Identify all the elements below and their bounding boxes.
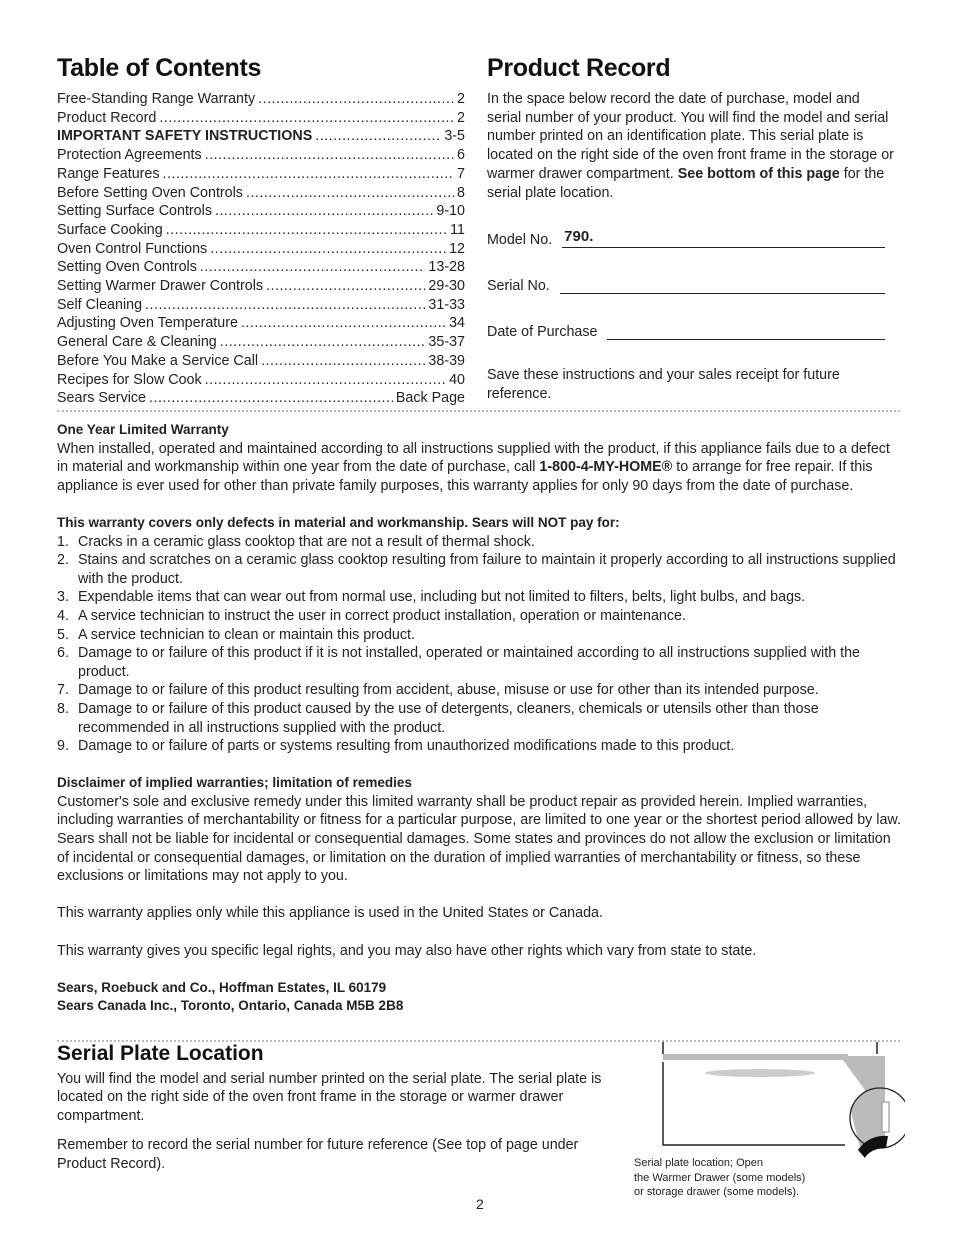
exclusion-text: Stains and scratches on a ceramic glass cooktop resulting from failure to maintain it properly according to all instructions supplied with the product. <box>78 552 896 587</box>
toc-item[interactable] <box>57 296 465 315</box>
serial-number-value[interactable] <box>560 276 885 294</box>
toc-item-label: Setting Surface Controls <box>57 203 212 220</box>
serial-plate-title: Serial Plate Location <box>57 1042 264 1065</box>
exclusion-text: Damage to or failure of this product resulting from accident, abuse, misuse or use for other than its intended purpose. <box>78 682 819 699</box>
toc-item-page: 9-10 <box>436 203 465 220</box>
exclusion-text: A service technician to clean or maintain this product. <box>78 626 415 643</box>
model-number-value[interactable]: 790. <box>562 230 885 248</box>
warranty-paragraph: When installed, operated and maintained according to all instructions supplied with the product, if this appliance fails due to a defect in material and workmanship within one year from the date of purchase, call 1-800-4-MY-HOME® to arrange for free repair. If this appliance is ever used for other than private family purposes, this warranty applies for only 90 days from the date of purchase. <box>57 440 890 494</box>
toc-item-label: Setting Warmer Drawer Controls <box>57 278 264 295</box>
date-of-purchase-field[interactable]: Date of Purchase <box>487 294 897 340</box>
toc-item-page: 2 <box>457 91 465 107</box>
warranty-heading: One Year Limited Warranty <box>57 422 229 437</box>
toc-item[interactable] <box>57 184 465 203</box>
toc-item[interactable] <box>57 314 465 333</box>
exclusion-item <box>57 533 902 552</box>
warranty-section <box>57 421 902 1016</box>
toc-item-page: 34 <box>449 315 465 332</box>
exclusion-item <box>57 737 902 756</box>
toc-item-page: 35-37 <box>428 334 465 351</box>
toc-item[interactable] <box>57 240 465 259</box>
exclusion-number: 5. <box>57 626 69 643</box>
toc-item[interactable] <box>57 109 465 128</box>
toc-item-label: Surface Cooking <box>57 221 163 238</box>
exclusion-number: 9. <box>57 738 69 755</box>
product-record <box>487 54 897 404</box>
rights-text: This warranty gives you specific legal rights, and you may also have other rights which vary from state to state. <box>57 942 757 959</box>
toc-leader-dots <box>149 389 393 408</box>
toc-leader-dots <box>315 127 441 146</box>
toc-leader-dots <box>200 258 426 277</box>
toc-list <box>57 90 465 408</box>
toc-leader-dots <box>220 333 426 352</box>
serial-plate-reminder: Remember to record the serial number for future reference (See top of page under Product Record). <box>57 1137 579 1172</box>
toc-leader-dots <box>205 371 446 390</box>
exclusion-text: Damage to or failure of this product caused by the use of detergents, cleaners, chemicals or utensils other than those recommended in all instructions supplied with the product. <box>78 700 819 736</box>
toc-leader-dots <box>266 277 425 296</box>
toc-leader-dots <box>210 240 446 259</box>
toc-leader-dots <box>258 90 454 109</box>
toc-item-page: 29-30 <box>428 278 465 295</box>
toc-item-page: 11 <box>450 221 465 238</box>
exclusion-item <box>57 700 902 737</box>
toc-item-page: 13-28 <box>428 259 465 276</box>
toc-item-page: 8 <box>457 184 465 201</box>
exclusion-text: Damage to or failure of parts or systems resulting from unauthorized modifications made to this product. <box>78 738 735 755</box>
product-record-title: Product Record <box>487 54 671 82</box>
toc-item-page: 38-39 <box>428 352 465 369</box>
serial-plate-section <box>57 1042 617 1185</box>
exclusions-list <box>57 533 902 756</box>
serial-number-field[interactable]: Serial No. <box>487 248 897 294</box>
exclusion-number: 3. <box>57 589 69 606</box>
toc-leader-dots <box>159 109 454 128</box>
exclusion-item <box>57 626 902 645</box>
toc-leader-dots <box>145 296 425 315</box>
toc-item-label: Adjusting Oven Temperature <box>57 315 238 332</box>
toc-item-label: Recipes for Slow Cook <box>57 371 202 388</box>
toc-item-page: 7 <box>457 165 465 182</box>
toc-item[interactable] <box>57 352 465 371</box>
toc-leader-dots <box>215 202 433 221</box>
toc-item-page: 31-33 <box>428 296 465 313</box>
exclusion-item <box>57 644 902 681</box>
toc-item[interactable] <box>57 277 465 296</box>
toc-item-label: Setting Oven Controls <box>57 259 197 276</box>
toc-leader-dots <box>166 221 447 240</box>
save-note: Save these instructions and your sales receipt for future reference. <box>487 367 840 402</box>
exclusion-item <box>57 588 902 607</box>
exclusion-number: 8. <box>57 700 69 717</box>
toc-item-label: General Care & Cleaning <box>57 334 217 351</box>
toc-item-label: Protection Agreements <box>57 147 202 164</box>
toc-item-label: Self Cleaning <box>57 296 143 313</box>
product-record-intro: In the space below record the date of purchase, model and serial number of your product. You will find the model and serial number printed on an identification plate. This serial plate is located on the right side of the oven front frame in the storage or warmer drawer compartment. See bottom of this page for the serial plate location. <box>487 91 894 201</box>
toc-item[interactable] <box>57 146 465 165</box>
toc-item-label: Oven Control Functions <box>57 240 208 257</box>
toc-item[interactable] <box>57 389 465 408</box>
toc-item[interactable] <box>57 371 465 390</box>
toc-leader-dots <box>241 314 446 333</box>
us-canada-text: This warranty applies only while this appliance is used in the United States or Canada. <box>57 905 603 922</box>
exclusion-text: Expendable items that can wear out from normal use, including but not limited to filters, belts, light bulbs, and bags. <box>78 589 806 606</box>
exclusion-text: Cracks in a ceramic glass cooktop that are not a result of thermal shock. <box>78 533 535 550</box>
table-of-contents <box>57 54 465 408</box>
toc-item-label: Range Features <box>57 165 160 182</box>
date-of-purchase-value[interactable] <box>607 322 885 340</box>
serial-plate-illustration <box>660 1040 905 1160</box>
address-sears-canada: Sears Canada Inc., Toronto, Ontario, Canada M5B 2B8 <box>57 998 404 1014</box>
exclusion-text: Damage to or failure of this product if it is not installed, operated or maintained according to all instructions supplied with the product. <box>78 645 860 680</box>
exclusion-item <box>57 551 902 588</box>
toc-item[interactable] <box>57 333 465 352</box>
disclaimer-text: Customer's sole and exclusive remedy under this limited warranty shall be product repair as provided herein. Implied warranties, including warranties of merchantability or fitness for a particular purpose, are limited to one year or the shortest period allowed by law. Sears shall not be liable for incidental or consequential damages. Some states and provinces do not allow the exclusion or limitation of incidental or consequential damages, or limitation on the duration of implied warranties of merchantability or fitness, so these exclusions or limitations may not apply to you. <box>57 793 901 885</box>
toc-item-page: 6 <box>457 147 465 164</box>
toc-item-label: Free-Standing Range Warranty <box>57 91 256 107</box>
exclusion-number: 7. <box>57 682 69 699</box>
toc-item-page: 2 <box>457 109 465 126</box>
toc-item-label: Product Record <box>57 109 157 126</box>
divider <box>57 410 900 412</box>
toc-item-label: IMPORTANT SAFETY INSTRUCTIONS <box>57 128 313 145</box>
toc-item[interactable] <box>57 165 465 184</box>
serial-plate-paragraph: You will find the model and serial number printed on the serial plate. The serial plate is located on the right side of the oven front frame in the storage or warmer drawer compartment. <box>57 1070 602 1124</box>
exclusion-number: 1. <box>57 533 69 550</box>
toc-item-page: 40 <box>449 371 465 388</box>
toc-item-page: 12 <box>449 240 465 257</box>
exclusion-item <box>57 607 902 626</box>
toc-item[interactable] <box>57 258 465 277</box>
toc-item[interactable] <box>57 90 465 109</box>
exclusion-item <box>57 681 902 700</box>
address-sears-us: Sears, Roebuck and Co., Hoffman Estates, IL 60179 <box>57 979 387 995</box>
illustration-caption: Serial plate location; Open the Warmer Drawer (some models) or storage drawer (some models). <box>634 1157 806 1198</box>
toc-leader-dots <box>205 146 454 165</box>
exclusions-heading: This warranty covers only defects in material and workmanship. Sears will NOT pay for: <box>57 514 620 530</box>
model-number-field[interactable]: Model No. 790. <box>487 202 897 248</box>
toc-leader-dots <box>163 165 455 184</box>
exclusion-number: 2. <box>57 552 69 569</box>
exclusion-number: 6. <box>57 645 69 662</box>
exclusion-text: A service technician to instruct the user in correct product installation, operation or maintenance. <box>78 607 686 624</box>
toc-item[interactable] <box>57 127 465 146</box>
page-number: 2 <box>476 1196 484 1212</box>
toc-item-label: Before Setting Oven Controls <box>57 184 243 201</box>
exclusion-number: 4. <box>57 607 69 624</box>
toc-item-label: Before You Make a Service Call <box>57 352 259 369</box>
disclaimer-heading: Disclaimer of implied warranties; limitation of remedies <box>57 775 412 791</box>
toc-leader-dots <box>246 184 454 203</box>
toc-item[interactable] <box>57 202 465 221</box>
toc-item[interactable] <box>57 221 465 240</box>
toc-leader-dots <box>261 352 425 371</box>
toc-item-page: Back Page <box>395 390 465 407</box>
toc-title: Table of Contents <box>57 54 262 82</box>
toc-item-label: Sears Service <box>57 390 146 407</box>
toc-item-page: 3-5 <box>444 128 465 145</box>
